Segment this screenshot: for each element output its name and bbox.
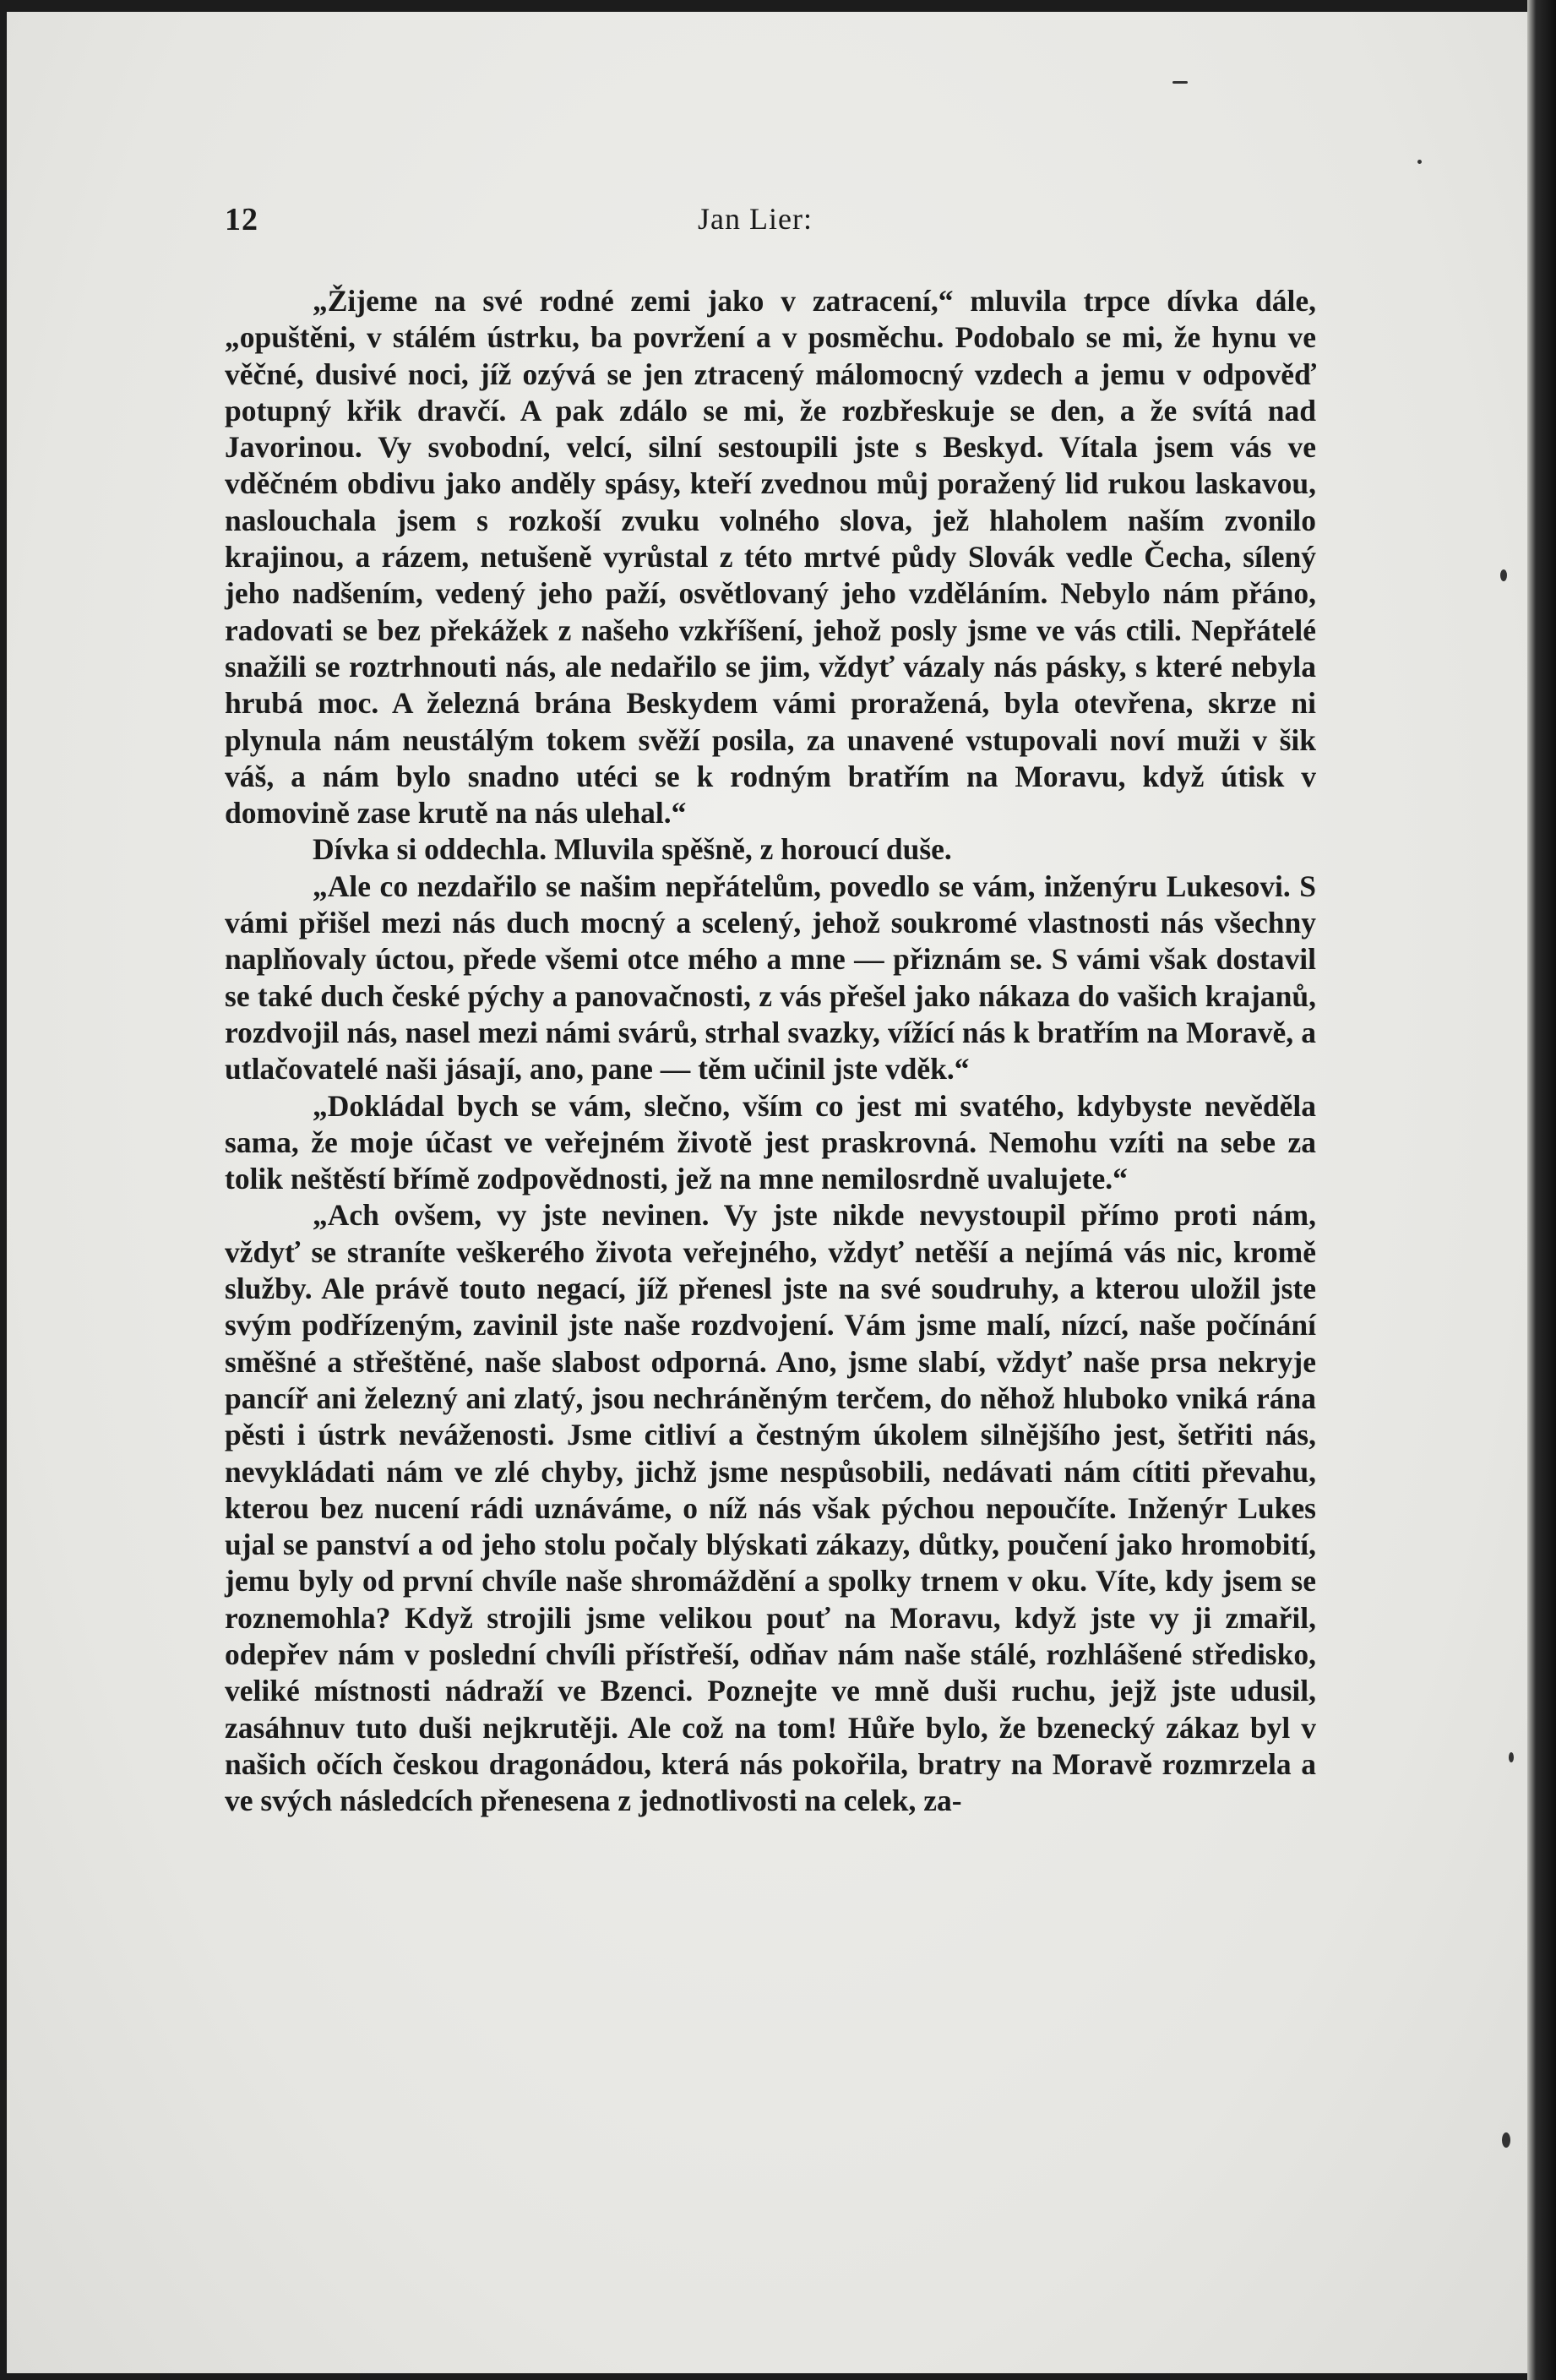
paragraph: Dívka si oddechla. Mluvila spěšně, z horoucí duše. [313,832,952,867]
paper-speck [1500,569,1507,581]
paragraph: „Ale co nezdařilo se našim nepřátelům, povedlo se vám, inženýru Lukesovi. S vámi přišel mezi nás duch mocný a scelený, jehož soukromé vlastnosti nás všechny naplňovaly úctou, přede všemi otce mého a mne — přiznám se. S vámi však dostavil se také duch české pýchy a panovačnosti, z vás přešel jako nákaza do vašich krajanů, rozdvojil nás, nasel mezi námi svárů, strhal svazky, vížící nás k bratřím na Moravě, a utlačovatelé naši jásají, ano, pane — těm učinil jste vděk.“ [225,869,1316,1087]
paper-speck [1417,160,1422,164]
body-text [225,283,1316,1819]
page-number: 12 [225,202,258,237]
paragraph: „Žijeme na své rodné zemi jako v zatracení,“ mluvila trpce dívka dále, „opuštěni, v stálém ústrku, ba povržení a v posměchu. Podobalo se mi, že hynu ve věčné, dusivé noci, jíž ozývá se jen ztracený málomocný vzdech a jemu v odpověď potupný křik dravčí. A pak zdálo se mi, že rozbřeskuje se den, a že svítá nad Javorinou. Vy svobodní, velcí, silní sestoupili jste s Beskyd. Vítala jsem vás ve vděčném obdivu jako anděly spásy, kteří zvednou můj poražený lid rukou laskavou, naslouchala jsem s rozkoší zvuku volného slova, jež hlaholem naším zvonilo krajinou, a rázem, netušeně vyrůstal z této mrtvé půdy Slovák vedle Čecha, sílený jeho nadšením, vedený jeho paží, osvětlovaný jeho vzděláním. Nebylo nám přáno, radovati se bez překážek z našeho vzkříšení, jehož posly jsme ve vás ctili. Nepřátelé snažili se roztrhnouti nás, ale nedařilo se jim, vždyť vázaly nás pásky, s které nebyla hrubá moc. A železná brána Beskydem vámi proražená, byla otevřena, skrze ni plynula nám neustálým tokem svěží posila, za unavené vstupovali noví muži v šik váš, a nám bylo snadno utéci se k rodným bratřím na Moravu, když útisk v domovině zase krutě na nás ulehal.“ [225,284,1316,831]
paper-speck [1502,2132,1510,2148]
binding-edge [1527,0,1556,2380]
running-head: Jan Lier: [698,202,813,236]
paper-speck [1509,1752,1514,1762]
paragraph: „Dokládal bych se vám, slečno, vším co jest mi svatého, kdybyste nevěděla sama, že moje účast ve veřejném životě jest praskrovná. Nemohu vzíti na sebe za tolik neštěstí břímě zodpovědnosti, jež na mne nemilosrdně uvalujete.“ [225,1088,1316,1196]
page-header [225,201,1314,252]
paper-speck [1172,81,1188,84]
paragraph: „Ach ovšem, vy jste nevinen. Vy jste nikde nevystoupil přímo proti nám, vždyť se straníte veškerého života veřejného, vždyť netěší a nejímá vás nic, kromě služby. Ale právě touto negací, jíž přenesl jste na své soudruhy, a kterou uložil jste svým podřízeným, zavinil jste naše rozdvojení. Vám jsme malí, nízcí, naše počínání směšné a střeštěné, naše slabost odporná. Ano, jsme slabí, vždyť naše prsa nekryje pancíř ani železný ani zlatý, jsou nechráněným terčem, do něhož hluboko vniká rána pěsti i ústrk neváženosti. Jsme citliví a čestným úkolem silnějšího jest, šetřiti nás, nevykládati nám ve zlé chyby, jichž jsme nespůsobili, nedávati nám cítiti převahu, kterou bez nucení rádi uznáváme, o níž nás však pýchou nepoučíte. Inženýr Lukes ujal se panství a od jeho stolu počaly blýskati zákazy, důtky, poučení jako hromobití, jemu byly od první chvíle naše shromáždění a spolky trnem v oku. Víte, kdy jsem se roznemohla? Když strojili jsme velikou pouť na Moravu, když jste vy ji zmařil, odepřev nám v poslední chvíli přístřeší, odňav nám naše stálé, rozhlášené středisko, veliké místnosti nádraží ve Bzenci. Poznejte ve mně duši ruchu, jejž jste udusil, zasáhnuv tuto duši nejkrutěji. Ale což na tom! Hůře bylo, že bzenecký zákaz byl v našich očích českou dragonádou, která nás pokořila, bratry na Moravě rozmrzela a ve svých následcích přenesena z jednotlivosti na celek, za- [225,1198,1316,1818]
